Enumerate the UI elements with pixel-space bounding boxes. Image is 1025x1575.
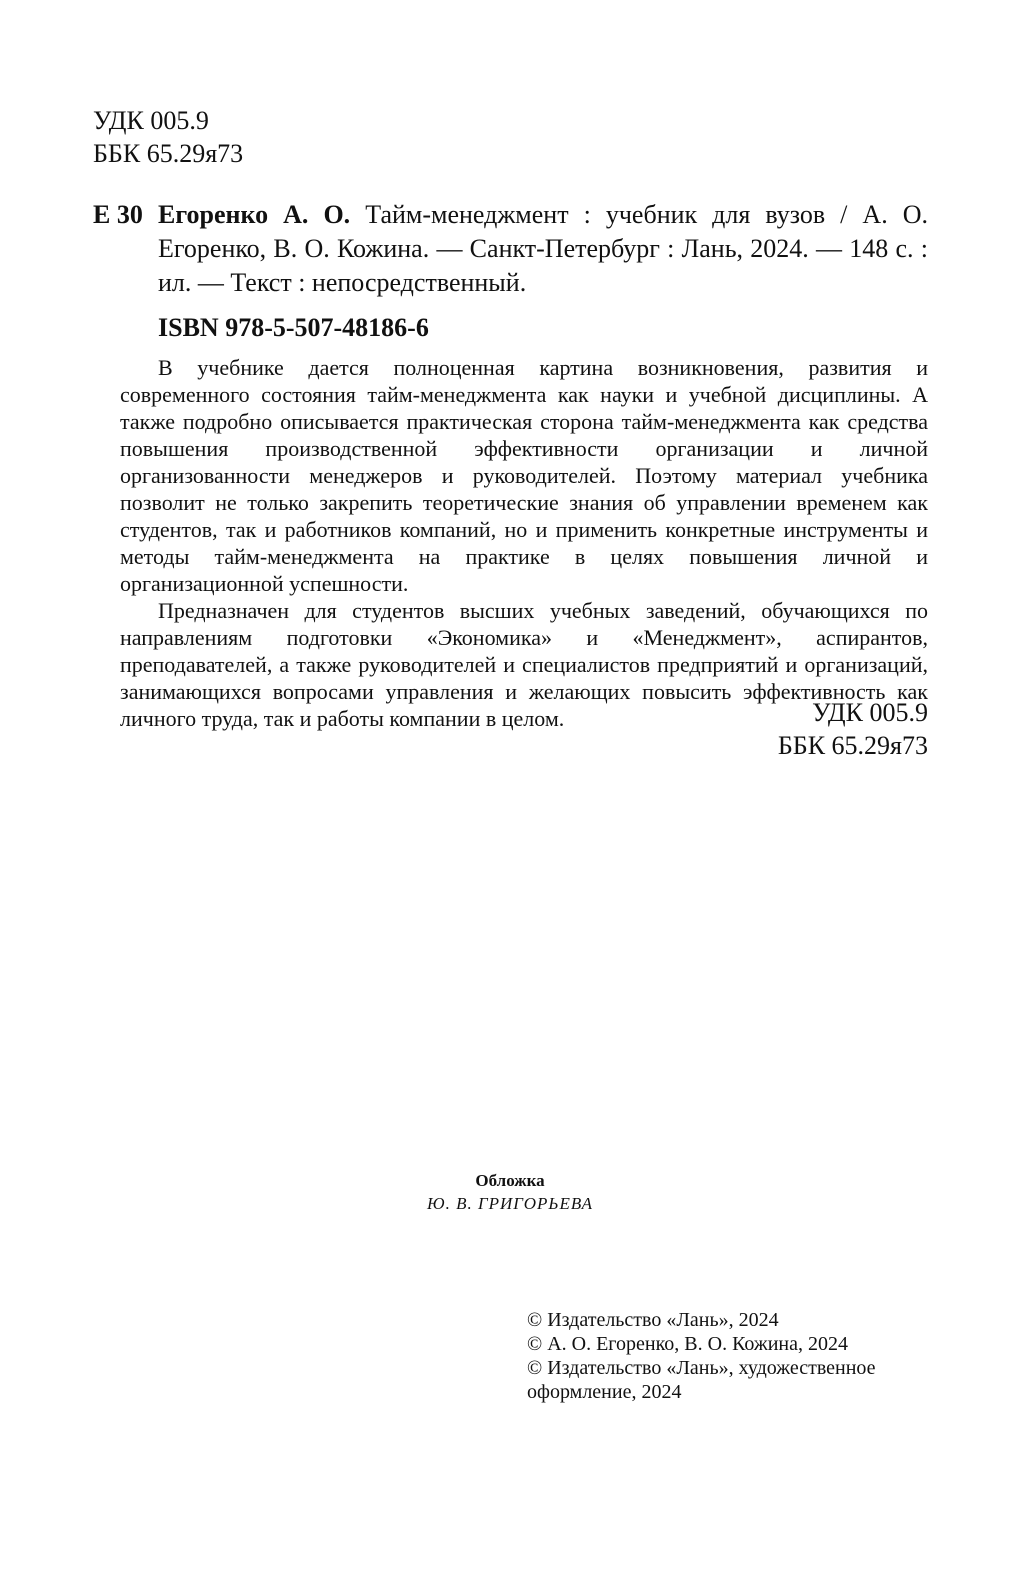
abstract-paragraph: В учебнике дается полноценная картина возникновения, развития и современного состояния тайм-менеджмента как науки и учебной дисциплины. А также подробно описывается практическая сторона тайм-менеджмента как средства повышения производственной эффективности организации и личной организованности менеджеров и руководителей. Поэтому материал учебника позволит не только закрепить теоретические знания об управлении временем как студентов, так и работников компаний, но и применить конкретные инструменты и методы тайм-менеджмента на практике в целях повышения личной и организационной успешности.	[120, 355, 928, 596]
cover-credit-title: Обложка	[475, 1171, 545, 1190]
cover-designer-name: Ю. В. ГРИГОРЬЕВА	[427, 1194, 593, 1213]
bibliographic-description: Тайм-менеджмент : учебник для вузов / А. О. Егоренко, В. О. Кожина. — Санкт-Петербург : Лань, 2024. — 148 с. : ил. — Текст : непосредственный.	[158, 200, 928, 297]
copyright-line: © Издательство «Лань», 2024	[527, 1309, 779, 1331]
bibliographic-record	[158, 198, 928, 300]
classification-top	[93, 104, 243, 170]
bbk-code: ББК 65.29я73	[93, 139, 244, 168]
abstract	[120, 354, 928, 732]
cover-credit	[360, 1170, 660, 1215]
abstract-paragraph: Предназначен для студентов высших учебных заведений, обучающихся по направлениям подготовки «Экономика» и «Менеджмент», аспирантов, преподавателей, а также руководителей и специалистов предприятий и организаций, занимающихся вопросами управления и желающих повысить эффективность как личного труда, так и работы компании в целом.	[120, 598, 928, 731]
udk-code: УДК 005.9	[93, 106, 209, 135]
bbk-code: ББК 65.29я73	[777, 731, 928, 760]
isbn: ISBN 978-5-507-48186-6	[158, 313, 429, 342]
catalog-code: Е 30	[93, 200, 143, 229]
author-name: Егоренко А. О.	[158, 200, 351, 229]
copyright-block	[527, 1308, 927, 1404]
udk-code: УДК 005.9	[812, 698, 928, 727]
copyright-line: © Издательство «Лань», художественное	[527, 1357, 876, 1379]
copyright-line: оформление, 2024	[527, 1381, 682, 1403]
copyright-line: © А. О. Егоренко, В. О. Кожина, 2024	[527, 1333, 849, 1355]
classification-bottom	[640, 696, 928, 762]
